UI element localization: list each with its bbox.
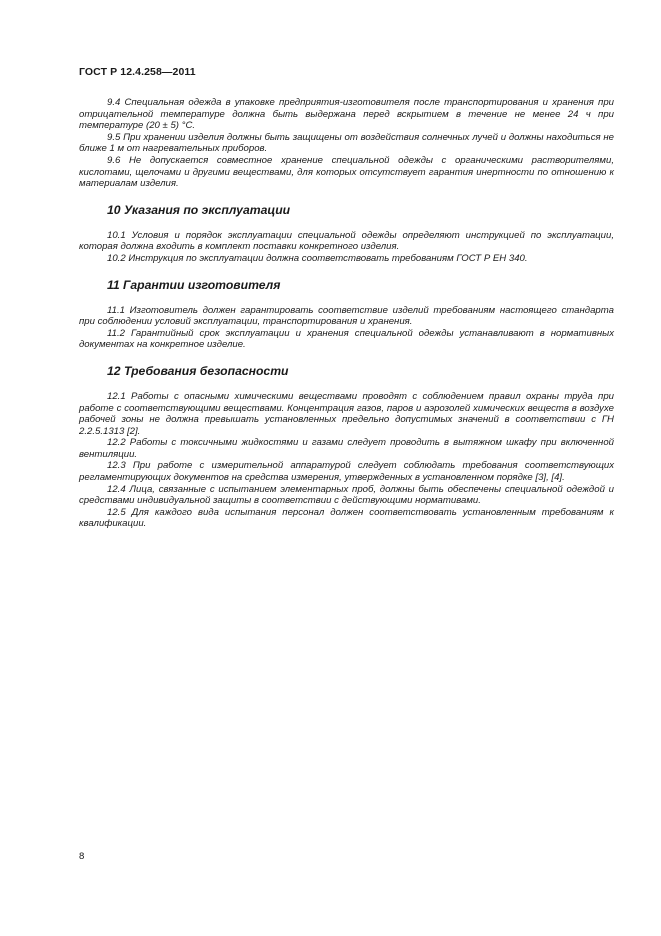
clause-12-5: 12.5 Для каждого вида испытания персонал должен соответствовать установленным требованиям к квалификации. xyxy=(79,506,614,530)
clause-11-1: 11.1 Изготовитель должен гарантировать соответствие изделий требованиям настоящего стандарта при соблюдении условий эксплуатации, транспортирования и хранения. xyxy=(79,304,614,328)
section-12-title: 12 Требования безопасности xyxy=(107,363,289,378)
spacer xyxy=(79,190,614,203)
spacer xyxy=(79,217,614,230)
section-10-title: 10 Указания по эксплуатации xyxy=(107,202,291,217)
clause-12-3: 12.3 При работе с измерительной аппаратурой следует соблюдать требования соответствующих регламентирующих документов на средства измерения, утвержденных в установленном порядке [3], [4]. xyxy=(79,460,614,484)
spacer xyxy=(79,378,614,391)
section-11-title: 11 Гарантии изготовителя xyxy=(107,277,281,292)
clause-9-4: 9.4 Специальная одежда в упаковке предприятия-изготовителя после транспортирования и хранения при отрицательной температуре должна быть выдержана перед вскрытием в течение не менее 24 ч при температуре (20 ± 5) °С. xyxy=(79,97,614,132)
spacer xyxy=(79,265,614,278)
document-code-header: ГОСТ Р 12.4.258—2011 xyxy=(79,66,196,78)
clause-11-2: 11.2 Гарантийный срок эксплуатации и хранения специальной одежды устанавливают в нормативных документах на конкретное изделие. xyxy=(79,327,614,351)
page-content xyxy=(79,97,614,530)
clause-9-6: 9.6 Не допускается совместное хранение специальной одежды с органическими растворителями, кислотами, щелочами и другими веществами, для которых отсутствует гарантия инертности по отношению к материалам изделия. xyxy=(79,154,614,190)
clause-10-1: 10.1 Условия и порядок эксплуатации специальной одежды определяют инструкцией по эксплуатации, которая должна входить в комплект поставки конкретного изделия. xyxy=(79,229,614,253)
clause-10-2: 10.2 Инструкция по эксплуатации должна соответствовать требованиям ГОСТ Р ЕН 340. xyxy=(107,252,528,264)
clause-12-2: 12.2 Работы с токсичными жидкостями и газами следует проводить в вытяжном шкафу при включенной вентиляции. xyxy=(79,437,614,460)
clause-9-5: 9.5 При хранении изделия должны быть защищены от воздействия солнечных лучей и должны находиться не ближе 1 м от нагревательных приборов. xyxy=(79,131,614,155)
spacer xyxy=(79,351,614,364)
clause-12-1: 12.1 Работы с опасными химическими веществами проводят с соблюдением правил охраны труда при работе с соответствующими веществами. Концентрация газов, паров и аэрозолей химических веществ в воздухе рабочей зоны не должна превышать установленных предельно допустимых значений в соответствии с ГН 2.2.5.1313 [2]. xyxy=(79,390,614,437)
clause-12-4: 12.4 Лица, связанные с испытанием элементарных проб, должны быть обеспечены специальной одеждой и средствами индивидуальной защиты в соответствии с действующими нормативами. xyxy=(79,483,614,507)
page-number: 8 xyxy=(79,851,85,862)
spacer xyxy=(79,292,614,305)
